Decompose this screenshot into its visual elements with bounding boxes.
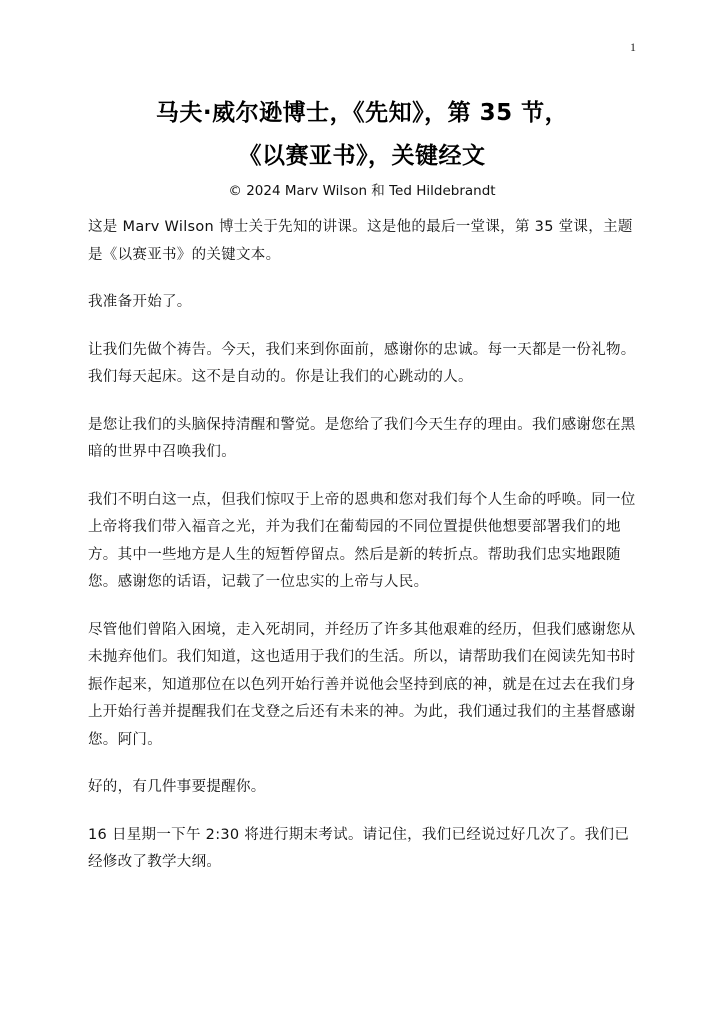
paragraph-reminder: 好的，有几件事要提醒你。 — [88, 779, 266, 795]
copyright-notice: © 2024 Marv Wilson 和 Ted Hildebrandt — [228, 183, 496, 199]
paragraph-ready: 我准备开始了。 — [88, 294, 192, 310]
body-text — [88, 214, 636, 897]
document-title-line-2: 《以赛亚书》，关键经文 — [238, 143, 486, 169]
paragraph-prayer-2: 是您让我们的头脑保持清醒和警觉。是您给了我们今天生存的理由。我们感谢您在黑暗的世界中召唤我们。 — [88, 416, 636, 460]
paragraph-intro: 这是 Marv Wilson 博士关于先知的讲课。这是他的最后一堂课，第 35 堂课，主题是《以赛亚书》的关键文本。 — [88, 219, 633, 263]
paragraph-prayer-4: 尽管他们曾陷入困境，走入死胡同，并经历了许多其他艰难的经历，但我们感谢您从未抛弃他们。我们知道，这也适用于我们的生活。所以，请帮助我们在阅读先知书时振作起来，知道那位在以色列开始行善并说他会坚持到底的神，就是在过去在我们身上开始行善并提醒我们在戈登之后还有未来的神。为此，我们通过我们的主基督感谢您。阿门。 — [88, 621, 636, 748]
document-title-line-1: 马夫·威尔逊博士，《先知》，第 35 节， — [155, 100, 569, 126]
paragraph-prayer-1: 让我们先做个祷告。今天，我们来到你面前，感谢你的忠诚。每一天都是一份礼物。我们每天起床。这不是自动的。你是让我们的心跳动的人。 — [88, 341, 636, 385]
page-number: 1 — [630, 40, 636, 54]
paragraph-prayer-3: 我们不明白这一点，但我们惊叹于上帝的恩典和您对我们每个人生命的呼唤。同一位上帝将我们带入福音之光，并为我们在葡萄园的不同位置提供他想要部署我们的地方。其中一些地方是人生的短暂停留点。然后是新的转折点。帮助我们忠实地跟随您。感谢您的话语，记载了一位忠实的上帝与人民。 — [88, 491, 636, 590]
paragraph-exam: 16 日星期一下午 2:30 将进行期末考试。请记住，我们已经说过好几次了。我们已经修改了教学大纲。 — [88, 826, 630, 870]
title-block — [0, 92, 724, 202]
